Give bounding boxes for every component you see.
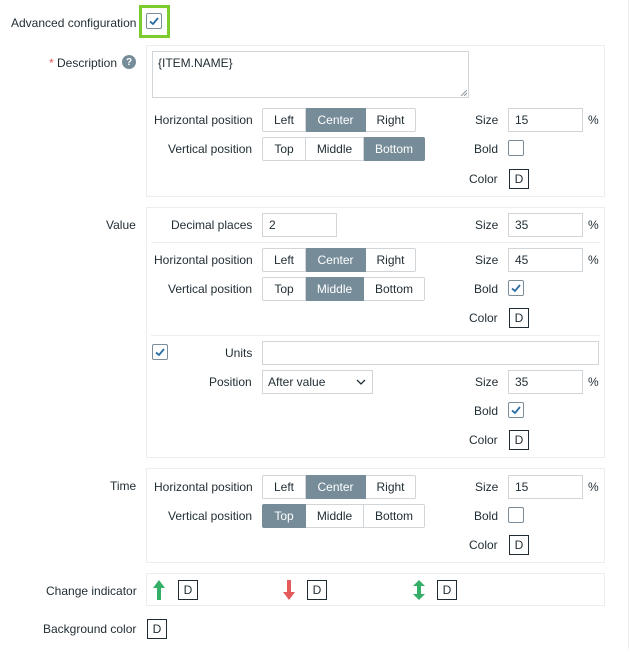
value-h-right[interactable]: Right: [366, 248, 416, 272]
time-bold-checkbox[interactable]: [508, 507, 524, 523]
time-size-input[interactable]: 15: [508, 475, 583, 499]
units-color-picker[interactable]: D: [509, 430, 529, 450]
value-v-position-segment: [262, 277, 425, 301]
arrow-down-icon: [282, 579, 296, 601]
units-label: Units: [225, 346, 253, 360]
description-v-position-segment: [262, 137, 425, 161]
units-position-value: After value: [268, 375, 326, 389]
change-up-color-picker[interactable]: D: [178, 580, 198, 600]
time-v-bottom[interactable]: Bottom: [364, 504, 425, 528]
checkmark-icon: [154, 346, 166, 358]
description-label: Description: [57, 56, 118, 70]
description-size-label: Size: [475, 113, 499, 127]
value-h-left[interactable]: Left: [262, 248, 306, 272]
resize-handle-icon[interactable]: [461, 90, 467, 96]
description-color-label: Color: [469, 172, 498, 186]
time-h-position-label: Horizontal position: [154, 480, 253, 494]
time-h-right[interactable]: Right: [366, 475, 416, 499]
value-size-label: Size: [475, 253, 499, 267]
time-label: Time: [110, 479, 137, 493]
units-input[interactable]: [262, 341, 599, 365]
value-v-top[interactable]: Top: [262, 277, 306, 301]
required-mark: *: [49, 56, 54, 70]
units-bold-checkbox[interactable]: [508, 402, 524, 418]
value-h-position-segment: [262, 248, 416, 272]
description-h-left[interactable]: Left: [262, 108, 306, 132]
value-bold-checkbox[interactable]: [508, 280, 524, 296]
description-h-center[interactable]: Center: [306, 108, 366, 132]
description-size-input[interactable]: 15: [508, 108, 583, 132]
change-indicator-panel: [146, 573, 605, 606]
value-h-center[interactable]: Center: [306, 248, 366, 272]
units-divider: [151, 335, 600, 336]
description-bold-label: Bold: [474, 142, 499, 156]
value-decimal-label: Decimal places: [171, 218, 253, 232]
description-h-position-label: Horizontal position: [154, 113, 253, 127]
change-down-color-picker[interactable]: D: [307, 580, 327, 600]
time-size-unit: %: [588, 480, 599, 494]
value-bold-label: Bold: [474, 282, 499, 296]
change-indicator-label: Change indicator: [46, 584, 137, 598]
time-h-center[interactable]: Center: [306, 475, 366, 499]
value-decimal-size-input[interactable]: 35: [508, 213, 583, 237]
time-v-position-segment: [262, 504, 425, 528]
checkmark-icon: [510, 282, 522, 294]
description-size-unit: %: [588, 113, 599, 127]
checkmark-icon: [148, 15, 160, 27]
time-bold-label: Bold: [474, 509, 499, 523]
arrow-up-icon: [152, 579, 166, 601]
value-v-middle[interactable]: Middle: [306, 277, 364, 301]
units-bold-label: Bold: [474, 404, 499, 418]
description-v-top[interactable]: Top: [262, 137, 306, 161]
value-divider: [151, 242, 600, 243]
value-panel: [146, 207, 605, 458]
advanced-configuration-label: Advanced configuration: [11, 16, 137, 30]
value-size-unit: %: [588, 253, 599, 267]
description-v-middle[interactable]: Middle: [306, 137, 364, 161]
value-v-bottom[interactable]: Bottom: [364, 277, 425, 301]
time-v-position-label: Vertical position: [168, 509, 253, 523]
description-color-picker[interactable]: D: [509, 169, 529, 189]
units-color-label: Color: [469, 433, 498, 447]
value-v-position-label: Vertical position: [168, 282, 253, 296]
background-color-label: Background color: [43, 622, 137, 636]
value-size-input[interactable]: 45: [508, 248, 583, 272]
value-label: Value: [106, 218, 136, 232]
time-h-left[interactable]: Left: [262, 475, 306, 499]
value-decimal-size-unit: %: [588, 218, 599, 232]
time-h-position-segment: [262, 475, 416, 499]
arrow-up-down-icon: [412, 579, 426, 601]
description-h-position-segment: [262, 108, 416, 132]
change-updown-color-picker[interactable]: D: [437, 580, 457, 600]
description-h-right[interactable]: Right: [366, 108, 416, 132]
units-position-select[interactable]: [262, 370, 373, 394]
time-v-top[interactable]: Top: [262, 504, 306, 528]
advanced-configuration-checkbox[interactable]: [146, 13, 162, 29]
time-color-label: Color: [469, 538, 498, 552]
value-h-position-label: Horizontal position: [154, 253, 253, 267]
chevron-down-icon: [356, 379, 366, 385]
value-decimal-size-label: Size: [475, 218, 499, 232]
value-color-picker[interactable]: D: [509, 308, 529, 328]
units-size-label: Size: [475, 375, 499, 389]
units-position-label: Position: [209, 375, 252, 389]
time-v-middle[interactable]: Middle: [306, 504, 364, 528]
time-size-label: Size: [475, 480, 499, 494]
help-icon[interactable]: ?: [122, 55, 136, 69]
description-value: {ITEM.NAME}: [158, 56, 233, 70]
time-color-picker[interactable]: D: [509, 535, 529, 555]
description-v-bottom[interactable]: Bottom: [364, 137, 425, 161]
value-color-label: Color: [469, 311, 498, 325]
value-decimal-input[interactable]: 2: [262, 213, 337, 237]
scrollbar-edge: [628, 0, 629, 649]
units-size-input[interactable]: 35: [508, 370, 583, 394]
checkmark-icon: [510, 404, 522, 416]
units-checkbox[interactable]: [152, 344, 168, 360]
description-bold-checkbox[interactable]: [508, 140, 524, 156]
description-v-position-label: Vertical position: [168, 142, 253, 156]
description-textarea[interactable]: [152, 51, 469, 98]
background-color-picker[interactable]: D: [147, 619, 167, 639]
units-size-unit: %: [588, 375, 599, 389]
